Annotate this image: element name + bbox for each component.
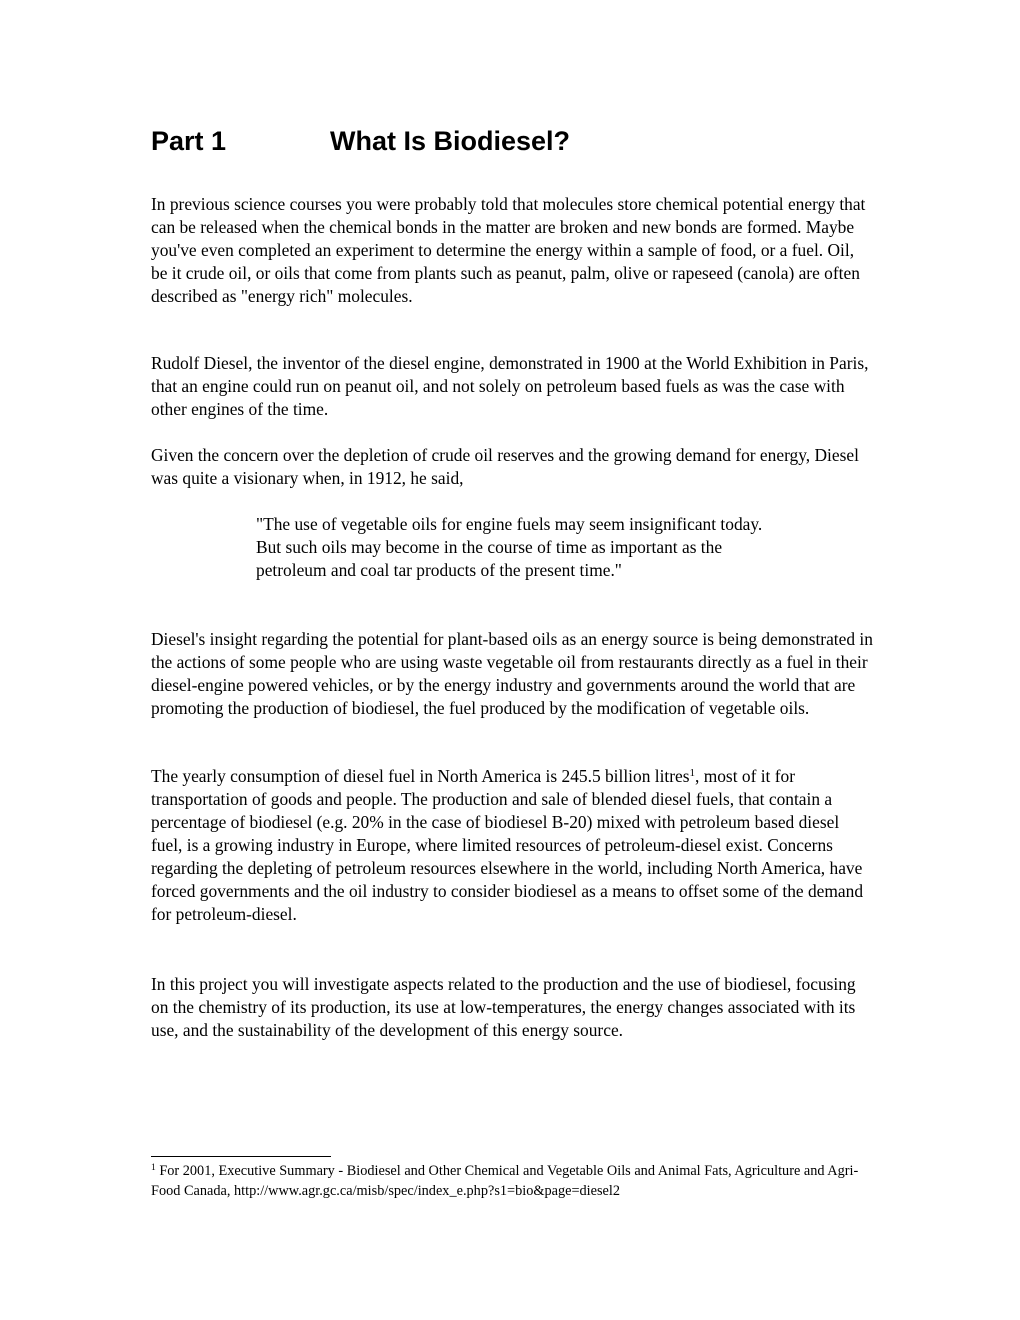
footnote (151, 1161, 873, 1201)
paragraph-intro: In previous science courses you were probably told that molecules store chemical potential energy that can be released when the chemical bonds in the matter are broken and new bonds are formed. Maybe you've even completed an experiment to determine the energy within a sample of food, or a fuel. Oil, be it crude oil, or oils that come from plants such as peanut, palm, olive or rapeseed (canola) are often described as "energy rich" molecules. (151, 194, 866, 306)
footnote-number: 1 (151, 1163, 156, 1173)
diesel-quote: "The use of vegetable oils for engine fuels may seem insignificant today. But such oils may become in the course of time as important as the petroleum and coal tar products of the present time." (256, 514, 763, 580)
footnote-text: For 2001, Executive Summary - Biodiesel and Other Chemical and Vegetable Oils and Animal Fats, Agriculture and Agri-Food Canada, http://www.agr.gc.ca/misb/spec/index_e.php?s1=bio&page=diesel2 (151, 1163, 859, 1199)
section-heading (151, 125, 570, 157)
paragraph-visionary: Given the concern over the depletion of crude oil reserves and the growing demand for energy, Diesel was quite a visionary when, in 1912, he said, (151, 445, 859, 488)
footnote-reference[interactable]: 1 (689, 767, 696, 779)
section-number: Part 1 (151, 126, 227, 156)
paragraph-project: In this project you will investigate aspects related to the production and the use of biodiesel, focusing on the chemistry of its production, its use at low-temperatures, the energy changes associated with its use, and the sustainability of the development of this energy source. (151, 974, 856, 1040)
paragraph-consumption (151, 765, 873, 926)
section-title: What Is Biodiesel? (330, 126, 571, 156)
consumption-text-end: , most of it for transportation of goods and people. The production and sale of blended diesel fuels, that contain a percentage of biodiesel (e.g. 20% in the case of biodiesel B-20) mixed with petroleum based diesel fuel, is a growing industry in Europe, where limited resources of petroleum-diesel exist. Concerns regarding the depleting of petroleum resources elsewhere in the world, including North America, have forced governments and the oil industry to consider biodiesel as a means to offset some of the demand for petroleum-diesel. (151, 766, 864, 924)
consumption-text-start: The yearly consumption of diesel fuel in North America is 245.5 billion litres (151, 766, 690, 786)
footnote-divider (151, 1156, 331, 1157)
paragraph-insight: Diesel's insight regarding the potential for plant-based oils as an energy source is being demonstrated in the actions of some people who are using waste vegetable oil from restaurants directly as a fuel in their diesel-engine powered vehicles, or by the energy industry and governments around the world that are promoting the production of biodiesel, the fuel produced by the modification of vegetable oils. (151, 629, 873, 718)
paragraph-rudolf-diesel: Rudolf Diesel, the inventor of the diesel engine, demonstrated in 1900 at the World Exhibition in Paris, that an engine could run on peanut oil, and not solely on petroleum based fuels as was the case with other engines of the time. (151, 353, 869, 419)
